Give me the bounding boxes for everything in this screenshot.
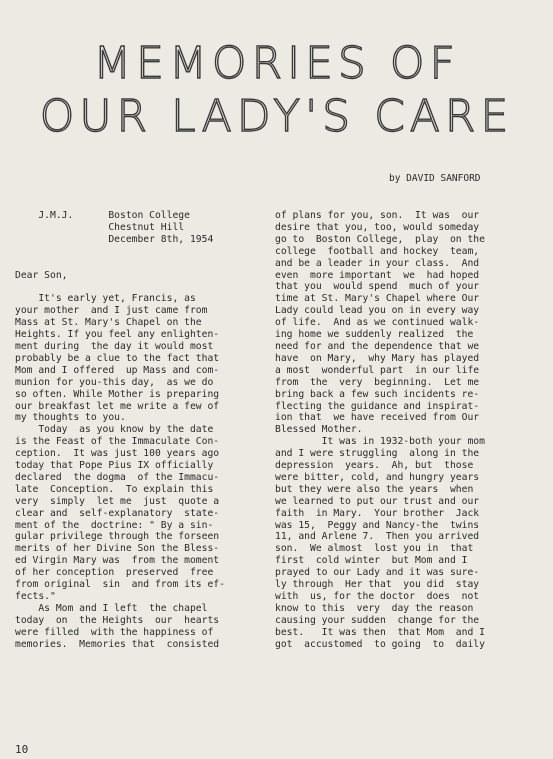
text-line: of life. And as we continued walk-	[275, 317, 480, 329]
text-line: desire that you, too, would someday	[275, 221, 480, 233]
text-line: of plans for you, son. It was our	[275, 210, 480, 221]
text-line: of her conception preserved free	[15, 567, 214, 579]
author-byline: by DAVID SANFORD	[389, 173, 481, 184]
text-line: ment during the day it would most	[15, 340, 214, 352]
text-line: gular privilege through the forseen	[15, 531, 220, 543]
text-line: December 8th, 1954	[15, 233, 214, 245]
text-line: is the Feast of the Immaculate Con-	[15, 436, 220, 448]
text-line: J.M.J. Boston College	[15, 210, 190, 221]
text-line: Heights. If you feel any enlighten-	[15, 329, 220, 341]
text-line: ion that we have received from Our	[275, 412, 480, 424]
text-line: Today as you know by the date	[15, 424, 214, 436]
text-line: depression years. Ah, but those	[275, 460, 474, 472]
text-line: that you would spend much of your	[275, 281, 480, 293]
page-number: 10	[15, 743, 29, 756]
text-line: merits of her Divine Son the Bless-	[15, 543, 220, 555]
text-line: late Conception. To explain this	[15, 483, 214, 495]
text-line: flecting the guidance and inspirat-	[275, 400, 480, 412]
text-line	[15, 246, 225, 258]
text-line: faith in Mary. Your brother Jack	[275, 507, 480, 519]
text-line: ed Virgin Mary was from the moment	[15, 555, 220, 567]
text-line: probably be a clue to the fact that	[15, 352, 220, 364]
text-line: declared the dogma of the Immacu-	[15, 471, 220, 483]
text-line: first cold winter but Mom and I	[275, 555, 468, 567]
text-line: As Mom and I left the chapel	[15, 602, 208, 614]
text-line: Mass at St. Mary's Chapel on the	[15, 317, 202, 329]
text-line: memories. Memories that consisted	[15, 638, 220, 650]
text-line: and be a leader in your class. And	[275, 257, 480, 269]
article-title-line-1: MEMORIES OF	[93, 38, 460, 89]
text-line: were filled with the happiness of	[15, 626, 214, 638]
text-line: best. It was then that Mom and I	[275, 626, 485, 638]
text-line: ly through Her that you did stay	[275, 579, 480, 591]
text-line: Mom and I offered up Mass and com-	[15, 364, 220, 376]
text-line: ment of the doctrine: " By a sin-	[15, 519, 214, 531]
text-line: Lady could lead you on in every way	[275, 305, 480, 317]
left-column-text	[15, 210, 225, 651]
text-line: today that Pope Pius IX officially	[15, 460, 214, 472]
text-line	[15, 258, 225, 270]
text-line: ing home we suddenly realized the	[275, 329, 474, 341]
text-line: our breakfast let me write a few of	[15, 400, 220, 412]
text-line: Dear Son,	[15, 269, 68, 281]
text-line: very simply let me just quote a	[15, 495, 220, 507]
text-line: my thoughts to you.	[15, 412, 126, 424]
text-line: was 15, Peggy and Nancy-the twins	[275, 519, 480, 531]
text-line: a most wonderful part in our life	[275, 364, 480, 376]
text-line: go to Boston College, play on the	[275, 233, 485, 245]
text-line: It's early yet, Francis, as	[15, 293, 196, 305]
text-line: were bitter, cold, and hungry years	[275, 471, 480, 483]
text-line: causing your sudden change for the	[275, 614, 480, 626]
text-line: It was in 1932-both your mom	[275, 436, 485, 448]
text-line: from the very beginning. Let me	[275, 376, 480, 388]
text-line: have on Mary, why Mary has played	[275, 352, 480, 364]
text-line: and I were struggling along in the	[275, 448, 480, 460]
text-line: 11, and Arlene 7. Then you arrived	[275, 531, 480, 543]
text-line: bring back a few such incidents re-	[275, 388, 480, 400]
text-line: munion for you-this day, as we do	[15, 376, 214, 388]
text-line: son. We almost lost you in that	[275, 543, 474, 555]
text-line: Blessed Mother.	[275, 424, 363, 436]
text-line: college football and hockey team,	[275, 245, 480, 257]
text-line: know to this very day the reason	[275, 602, 474, 614]
text-line: got accustomed to going to daily	[275, 638, 485, 650]
text-line: prayed to our Lady and it was sure-	[275, 567, 480, 579]
text-line: even more important we had hoped	[275, 269, 480, 281]
text-line: today on the Heights our hearts	[15, 614, 220, 626]
right-column-text	[275, 210, 485, 651]
text-line: need for and the dependence that we	[275, 340, 480, 352]
article-title-line-2: OUR LADY'S CARE	[39, 91, 514, 142]
text-line: clear and self-explanatory state-	[15, 507, 220, 519]
text-line: ception. It was just 100 years ago	[15, 448, 220, 460]
text-line: from original sin and from its ef-	[15, 579, 225, 591]
text-line: fects."	[15, 591, 56, 602]
text-line: but they were also the years when	[275, 483, 474, 495]
text-line: with us, for the doctor does not	[275, 591, 480, 602]
text-line: time at St. Mary's Chapel where Our	[275, 293, 480, 305]
text-line: Chestnut Hill	[15, 221, 185, 233]
text-line: we learned to put our trust and our	[275, 495, 480, 507]
text-line: your mother and I just came from	[15, 305, 208, 317]
text-line	[15, 281, 225, 293]
text-line: so often. While Mother is preparing	[15, 388, 220, 400]
